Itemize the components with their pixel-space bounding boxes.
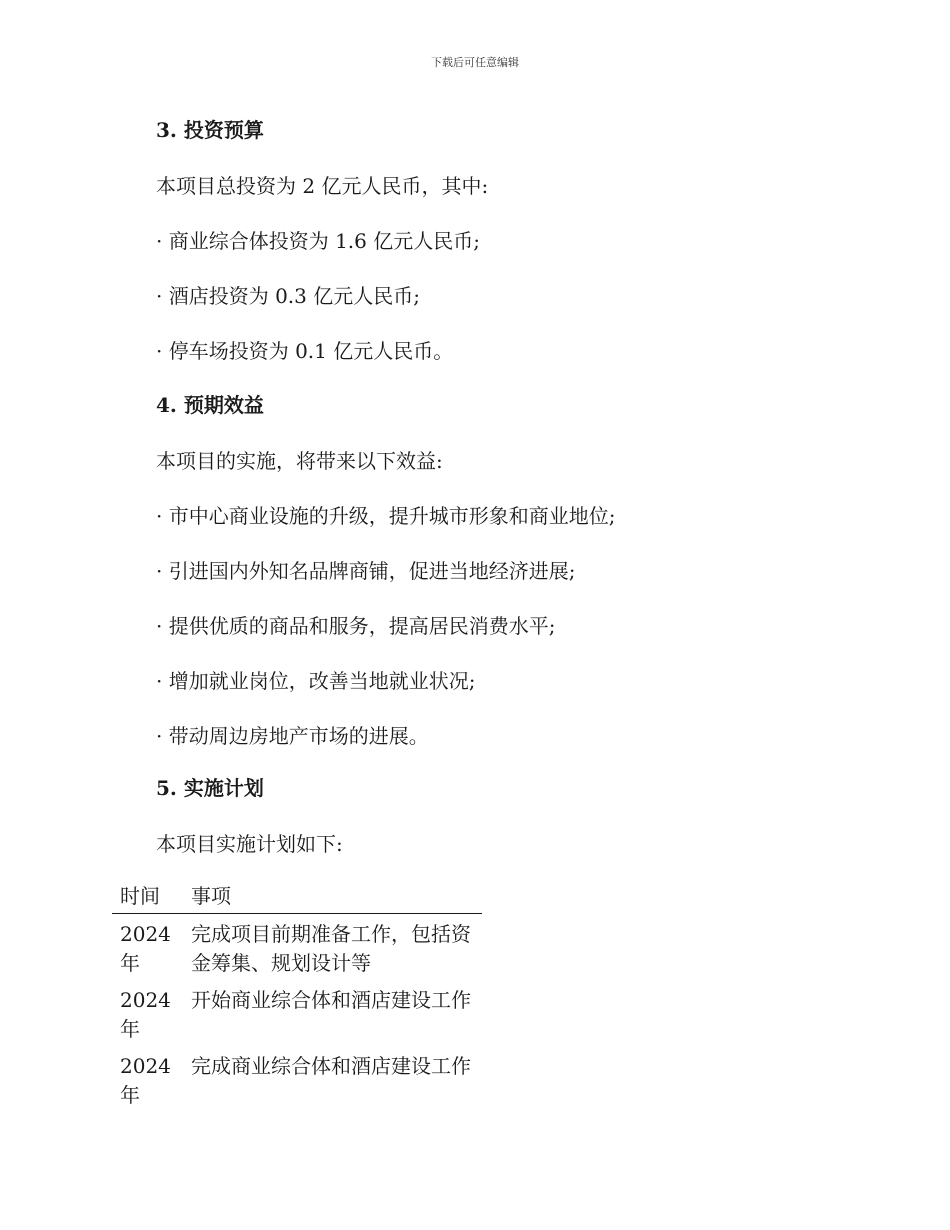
list-item: · 增加就业岗位，改善当地就业状况; [156, 669, 476, 693]
table-header-row [112, 876, 482, 914]
section-heading-plan: 5. 实施计划 [156, 776, 264, 800]
table-row [112, 1046, 482, 1112]
table-row [112, 980, 482, 1046]
list-item: · 提供优质的商品和服务，提高居民消费水平; [156, 614, 556, 638]
plan-table [112, 876, 482, 1112]
list-item: · 引进国内外知名品牌商铺，促进当地经济进展; [156, 559, 576, 583]
paragraph-benefits-intro: 本项目的实施，将带来以下效益: [156, 449, 443, 473]
list-item: · 酒店投资为 0.3 亿元人民币; [156, 284, 420, 308]
table-cell-time: 2024 年 [120, 988, 171, 1041]
column-header-time: 时间 [112, 876, 183, 914]
paragraph-plan-intro: 本项目实施计划如下: [156, 832, 343, 856]
list-item: · 带动周边房地产市场的进展。 [156, 724, 429, 748]
list-item: · 商业综合体投资为 1.6 亿元人民币; [156, 229, 480, 253]
table-cell-time: 2024 年 [120, 1054, 171, 1107]
section-heading-benefits: 4. 预期效益 [156, 393, 264, 417]
table-cell-item: 完成商业综合体和酒店建设工作 [191, 1054, 471, 1078]
paragraph-budget-intro: 本项目总投资为 2 亿元人民币，其中: [156, 174, 489, 198]
list-item: · 市中心商业设施的升级，提升城市形象和商业地位; [156, 504, 616, 528]
list-item: · 停车场投资为 0.1 亿元人民币。 [156, 339, 454, 363]
page-header: 下载后可任意编辑 [431, 56, 519, 69]
section-heading-budget: 3. 投资预算 [156, 118, 264, 142]
column-header-item: 事项 [183, 876, 482, 914]
table-row [112, 914, 482, 981]
table-cell-item: 开始商业综合体和酒店建设工作 [191, 988, 471, 1012]
table-cell-item: 完成项目前期准备工作，包括资金筹集、规划设计等 [191, 922, 471, 975]
table-cell-time: 2024 年 [120, 922, 171, 975]
